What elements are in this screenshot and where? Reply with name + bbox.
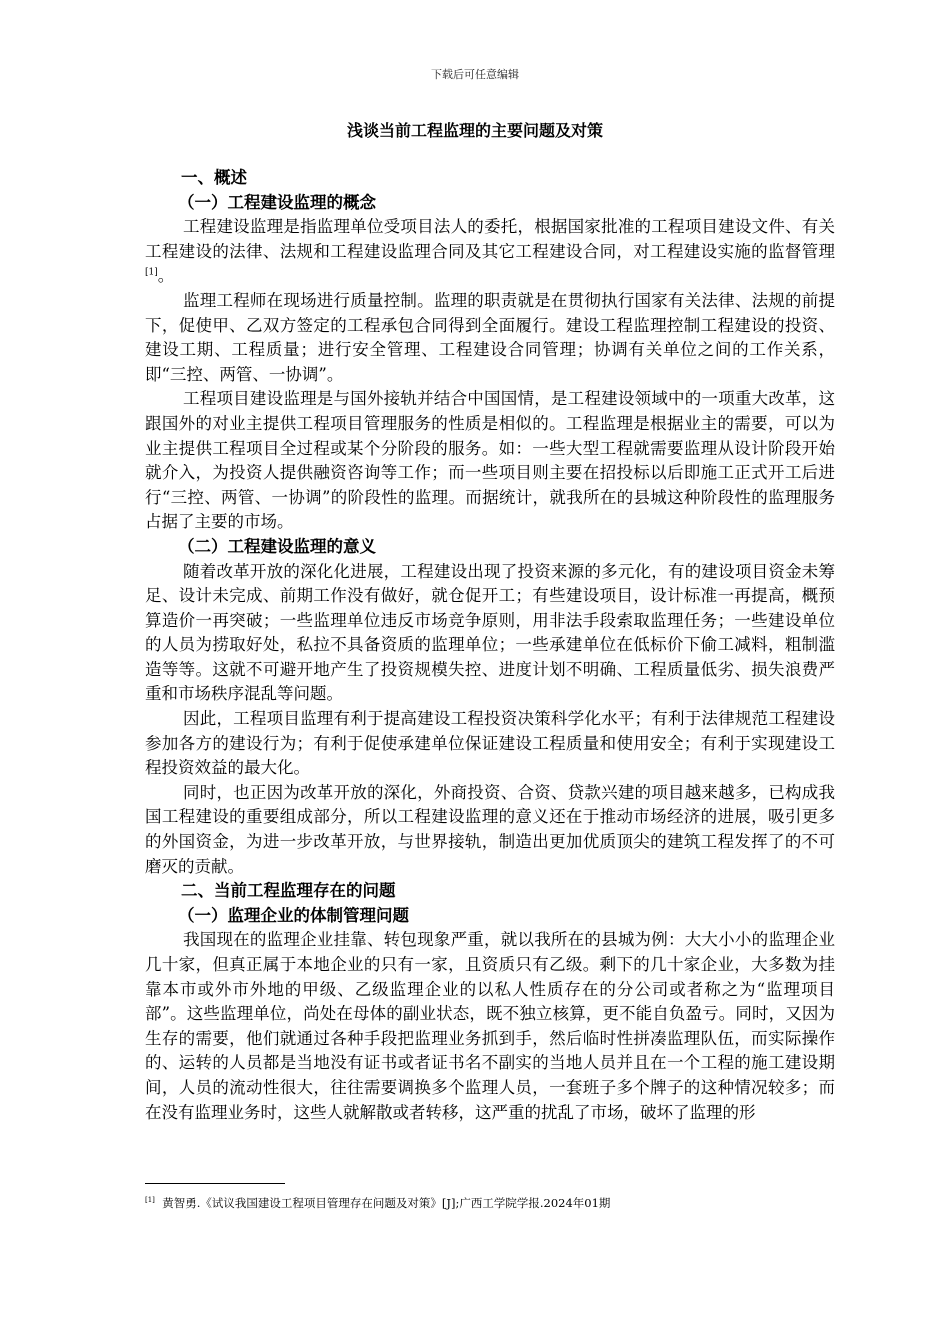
document-body bbox=[145, 166, 835, 1125]
paragraph: 工程项目建设监理是与国外接轨并结合中国国情，是工程建设领域中的一项重大改革，这跟国外的对业主提供工程项目管理服务的性质是相似的。工程监理是根据业主的需要，可以为业主提供工程项目全过程或某个分阶段的服务。如：一些大型工程就需要监理从设计阶段开始就介入，为投资人提供融资咨询等工作；而一些项目则主要在招投标以后即施工正式开工后进行“三控、两管、一协调”的阶段性的监理。而据统计，就我所在的县城这种阶段性的监理服务占据了主要的市场。 bbox=[145, 389, 835, 532]
paragraph: 因此，工程项目监理有利于提高建设工程投资决策科学化水平；有利于法律规范工程建设参加各方的建设行为；有利于促使承建单位保证建设工程质量和使用安全；有利于实现建设工程投资效益的最大化。 bbox=[145, 709, 835, 778]
paragraph: 同时，也正因为改革开放的深化，外商投资、合资、贷款兴建的项目越来越多，已构成我国工程建设的重要组成部分，所以工程建设监理的意义还在于推动市场经济的进展，吸引更多的外国资金，为进一步改革开放，与世界接轨，制造出更加优质顶尖的建筑工程发挥了的不可磨灭的贡献。 bbox=[145, 782, 835, 876]
citation-ref[interactable]: [1] bbox=[145, 267, 158, 278]
paragraph: 随着改革开放的深化化进展，工程建设出现了投资来源的多元化，有的建设项目资金未筹足、设计未完成、前期工作没有做好，就仓促开工；有些建设项目，设计标准一再提高，概预算造价一再突破；一些监理单位违反市场竞争原则，用非法手段索取监理任务；一些建设单位的人员为捞取好处，私拉不具备资质的监理单位；一些承建单位在低标价下偷工减料，粗制滥造等等。这就不可避开地产生了投资规模失控、进度计划不明确、工程质量低劣、损失浪费严重和市场秩序混乱等问题。 bbox=[145, 561, 835, 704]
paragraph bbox=[145, 215, 835, 289]
subsection-heading-1-2: （二）工程建设监理的意义 bbox=[178, 536, 376, 556]
subsection-heading-2-1: （一）监理企业的体制管理问题 bbox=[178, 905, 409, 925]
footnote-mark: [1] bbox=[145, 1196, 155, 1205]
paragraph: 监理工程师在现场进行质量控制。监理的职责就是在贯彻执行国家有关法律、法规的前提下，促使甲、乙双方签定的工程承包合同得到全面履行。建设工程监理控制工程建设的投资、建设工期、工程质量；进行安全管理、工程建设合同管理；协调有关单位之间的工作关系，即“三控、两管、一协调”。 bbox=[145, 290, 835, 384]
header-note: 下载后可任意编辑 bbox=[431, 68, 519, 81]
section-heading-2: 二、当前工程监理存在的问题 bbox=[181, 881, 396, 901]
footnote bbox=[145, 1195, 845, 1211]
document-title: 浅谈当前工程监理的主要问题及对策 bbox=[346, 121, 603, 140]
subsection-heading-1-1: （一）工程建设监理的概念 bbox=[178, 192, 376, 212]
paragraph-end: 。 bbox=[157, 266, 175, 286]
paragraph: 我国现在的监理企业挂靠、转包现象严重，就以我所在的县城为例：大大小小的监理企业几十家，但真正属于本地企业的只有一家，且资质只有乙级。剩下的几十家企业，大多数为挂靠本市或外市外地的甲级、乙级监理企业的以私人性质存在的分公司或者称之为“监理项目部”。这些监理单位，尚处在母体的副业状态，既不独立核算，更不能自负盈亏。同时，又因为生存的需要，他们就通过各种手段把监理业务抓到手，然后临时性拼凑监理队伍，而实际操作的、运转的人员都是当地没有证书或者证书名不副实的当地人员并且在一个工程的施工建设期间，人员的流动性很大，往往需要调换多个监理人员，一套班子多个牌子的这种情况较多；而在没有监理业务时，这些人就解散或者转移，这严重的扰乱了市场，破坏了监理的形 bbox=[145, 930, 835, 1122]
footnote-separator bbox=[145, 1183, 285, 1184]
section-heading-1: 一、概述 bbox=[181, 168, 247, 187]
footnote-text: 黄智勇.《试议我国建设工程项目管理存在问题及对策》[J];广西工学院学报.2024年01期 bbox=[162, 1196, 611, 1210]
paragraph-text: 工程建设监理是指监理单位受项目法人的委托，根据国家批准的工程项目建设文件、有关工程建设的法律、法规和工程建设监理合同及其它工程建设合同，对工程建设实施的监督管理 bbox=[145, 217, 835, 261]
